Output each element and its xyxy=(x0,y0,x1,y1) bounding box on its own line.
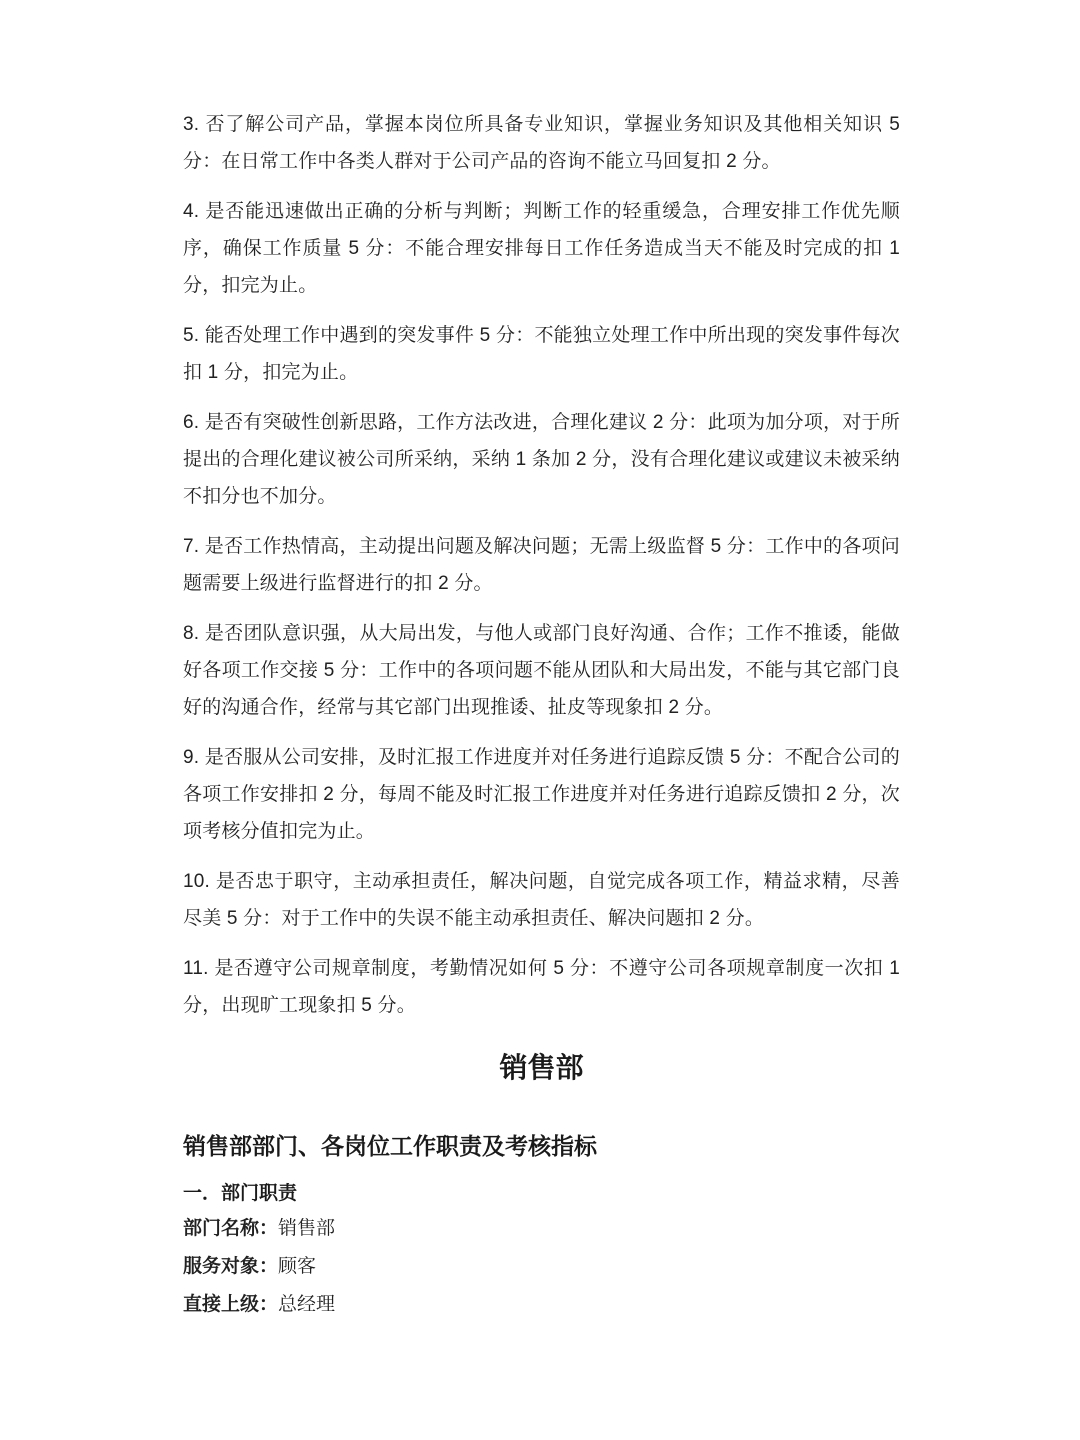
paragraph-item-6: 6. 是否有突破性创新思路，工作方法改进，合理化建议 2 分：此项为加分项，对于所提出的合理化建议被公司所采纳，采纳 1 条加 2 分，没有合理化建议或建议未被采纳不扣分也不加分。 xyxy=(183,412,900,507)
subsection-title-department-duties: 一．部门职责 xyxy=(183,1183,298,1204)
paragraph-item-3: 3. 否了解公司产品，掌握本岗位所具备专业知识，掌握业务知识及其他相关知识 5 分：在日常工作中各类人群对于公司产品的咨询不能立马回复扣 2 分。 xyxy=(183,114,900,172)
field-row-direct-superior xyxy=(183,1287,900,1323)
field-label-department-name: 部门名称： xyxy=(183,1218,279,1239)
field-row-department-name xyxy=(183,1211,900,1247)
field-row-service-target xyxy=(183,1249,900,1285)
paragraph-item-11: 11. 是否遵守公司规章制度，考勤情况如何 5 分：不遵守公司各项规章制度一次扣 1 分，出现旷工现象扣 5 分。 xyxy=(183,958,900,1016)
sales-department-heading: 销售部 xyxy=(499,1052,584,1083)
field-label-direct-superior: 直接上级： xyxy=(183,1294,279,1315)
field-value-department-name: 销售部 xyxy=(278,1218,336,1239)
paragraph-item-4: 4. 是否能迅速做出正确的分析与判断；判断工作的轻重缓急，合理安排工作优先顺序，确保工作质量 5 分：不能合理安排每日工作任务造成当天不能及时完成的扣 1 分，扣完为止。 xyxy=(183,201,900,296)
paragraph-item-8: 8. 是否团队意识强，从大局出发，与他人或部门良好沟通、合作；工作不推诿，能做好各项工作交接 5 分：工作中的各项问题不能从团队和大局出发，不能与其它部门良好的沟通合作，经常与其它部门出现推诿、扯皮等现象扣 2 分。 xyxy=(183,623,900,718)
field-value-service-target: 顾客 xyxy=(278,1256,317,1277)
field-label-service-target: 服务对象： xyxy=(183,1256,279,1277)
field-value-direct-superior: 总经理 xyxy=(278,1294,336,1315)
paragraph-item-9: 9. 是否服从公司安排，及时汇报工作进度并对任务进行追踪反馈 5 分：不配合公司的各项工作安排扣 2 分，每周不能及时汇报工作进度并对任务进行追踪反馈扣 2 分，次项考核分值扣完为止。 xyxy=(183,747,900,842)
paragraph-item-5: 5. 能否处理工作中遇到的突发事件 5 分：不能独立处理工作中所出现的突发事件每次扣 1 分，扣完为止。 xyxy=(183,325,900,383)
paragraph-item-7: 7. 是否工作热情高，主动提出问题及解决问题；无需上级监督 5 分：工作中的各项问题需要上级进行监督进行的扣 2 分。 xyxy=(183,536,900,594)
section-title: 销售部部门、各岗位工作职责及考核指标 xyxy=(183,1133,597,1159)
paragraph-item-10: 10. 是否忠于职守，主动承担责任，解决问题，自觉完成各项工作，精益求精，尽善尽美 5 分：对于工作中的失误不能主动承担责任、解决问题扣 2 分。 xyxy=(183,871,900,929)
